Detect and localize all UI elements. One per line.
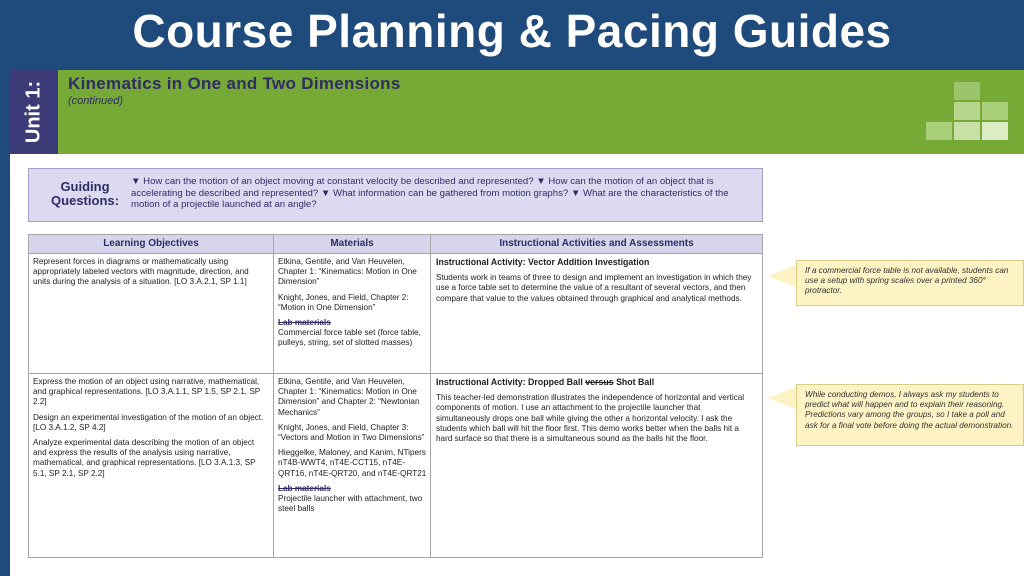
unit-banner [10, 70, 1024, 154]
activity-text: This teacher-led demonstration illustrates the independence of horizontal and vertical components of motion. I use an attachment to the projectile launcher that simultaneously drops one ball while giving the other a horizontal velocity. I ask the students which ball will hit the floor first. This demo works better when the balls hit a hard surface so that there is a simultaneous sound as the balls hit the floor. [436, 393, 745, 444]
unit-tab [10, 70, 58, 154]
slide-title: Course Planning & Pacing Guides [132, 5, 892, 57]
margin-note: While conducting demos, I always ask my students to predict what will happen and to explain their reasoning. Predictions vary among the groups, so I take a poll and ask for a final vote before doing the actual demonstration. [796, 384, 1024, 446]
lab-materials-text: Commercial force table set (force table, pulleys, string, set of slotted masses) [278, 328, 421, 348]
document-page [10, 70, 1024, 576]
decorative-grid-icon [926, 82, 1008, 142]
lab-materials-text: Projectile launcher with attachment, two steel balls [278, 494, 423, 514]
planning-table [28, 234, 763, 558]
material-text: Hieggelke, Maloney, and Kanim, NTipers nT4B-WWT4, nT4E-CCT15, nT4E-QRT16, nT4E-QRT20, and nT4E-QRT21 [278, 448, 427, 478]
column-divider [273, 235, 274, 557]
header-activities: Instructional Activities and Assessments [431, 235, 762, 253]
header-learning-objectives: Learning Objectives [29, 235, 273, 253]
table-row-2-activity [436, 377, 754, 444]
material-text: Etkina, Gentile, and Van Heuvelen, Chapter 1: “Kinematics: Motion in One Dimension” and Chapter 2: “Newtonian Mechanics” [278, 377, 420, 417]
guiding-questions-box [28, 168, 763, 222]
table-row-1-objectives [33, 257, 265, 293]
table-row-1-activity [436, 257, 754, 304]
note-pointer [768, 264, 798, 288]
objective-text: Analyze experimental data describing the motion of an object and express the results of the analysis using narrative, mathematical, and graphical representations. [LO 3.A.1.3, SP 5.1, SP 2.1, SP 2.2] [33, 438, 256, 478]
guiding-questions-text: ▼ How can the motion of an object moving at constant velocity be described and represented? ▼ How can the motion of an object that is accelerating be described and represented? ▼ What information can be gathered from motion graphs? ▼ What are the characteristics of the motion of a projectile launched at an angle? [131, 176, 729, 211]
objective-text: Represent forces in diagrams or mathematically using appropriately labeled vectors with magnitude, direction, and units during the analysis of a situation. [LO 3.A.2.1, SP 1.1] [33, 257, 249, 287]
guiding-label-line2: Questions: [51, 193, 119, 208]
row-divider [29, 373, 762, 374]
guiding-label-line1: Guiding [60, 179, 110, 194]
column-divider [430, 235, 431, 557]
material-text: Knight, Jones, and Field, Chapter 2: “Motion in One Dimension” [278, 292, 409, 312]
unit-label: Unit 1: [22, 80, 45, 144]
unit-title: Kinematics in One and Two Dimensions [68, 74, 401, 93]
activity-title: Instructional Activity: Vector Addition Investigation [436, 257, 650, 267]
table-row-1-materials [278, 257, 428, 349]
lab-materials-heading: Lab materials [278, 318, 331, 328]
material-text: Etkina, Gentile, and Van Heuvelen, Chapter 1: “Kinematics: Motion in One Dimension” [278, 257, 417, 287]
material-text: Knight, Jones, and Field, Chapter 3: “Vectors and Motion in Two Dimensions” [278, 422, 425, 443]
margin-note: If a commercial force table is not available, students can use a setup with spring scales over a printed 360° protractor. [796, 260, 1024, 306]
unit-subtitle: (continued) [68, 95, 124, 107]
table-row-2-objectives [33, 377, 265, 484]
guiding-questions-label [45, 180, 125, 208]
activity-title: Instructional Activity: Dropped Ball versus Shot Ball [436, 377, 655, 387]
objective-text: Express the motion of an object using narrative, mathematical, and graphical representations. [LO 3.A.1.1, SP 1.5, SP 2.1, SP 2.2] [33, 377, 261, 407]
objective-text: Design an experimental investigation of the motion of an object. [LO 3.A.1.2, SP 4.2] [33, 412, 264, 432]
note-pointer [768, 386, 798, 410]
header-materials: Materials [274, 235, 430, 253]
activity-text: Students work in teams of three to design and implement an investigation in which they use a force table set to determine the value of a resultant of several vectors, and then compare that value to the values obtained through graphical and analytical methods. [436, 273, 752, 303]
table-row-2-materials [278, 377, 428, 514]
row-divider [29, 253, 762, 254]
lab-materials-heading: Lab materials [278, 483, 331, 493]
